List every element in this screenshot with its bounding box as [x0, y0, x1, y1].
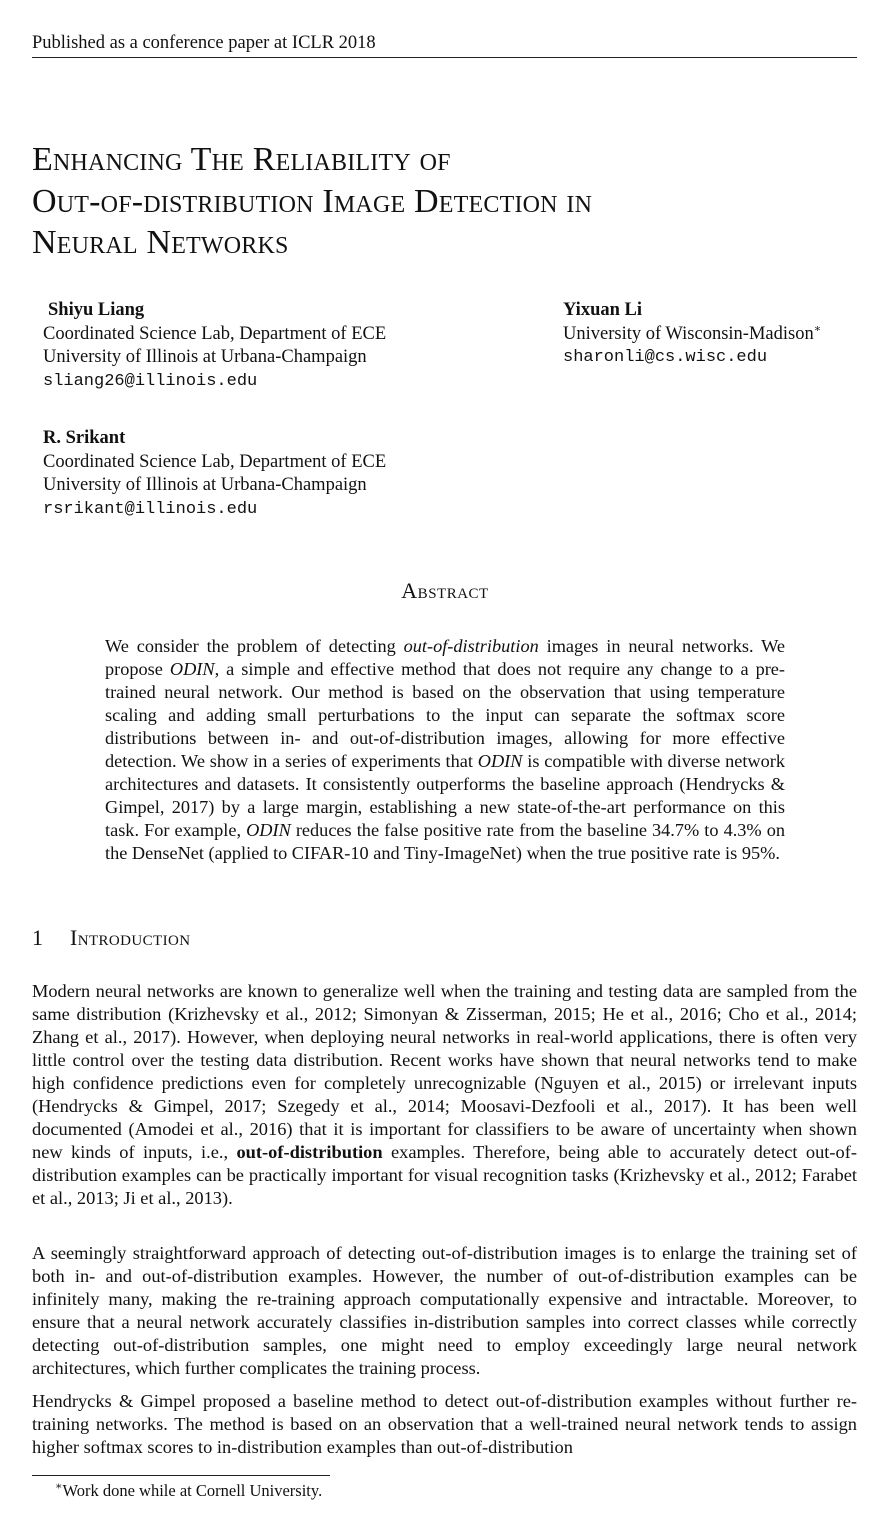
- author-name: R. Srikant: [43, 428, 126, 448]
- abstract-emphasis: ODIN: [246, 819, 291, 840]
- footnote-mark: ∗: [55, 1480, 63, 1493]
- author-affiliation: Coordinated Science Lab, Department of ECE: [43, 451, 387, 472]
- author-block-li: [563, 299, 821, 370]
- abstract-body: [105, 635, 785, 865]
- author-email[interactable]: sliang26@illinois.edu: [43, 371, 258, 391]
- author-name: Shiyu Liang: [48, 300, 145, 320]
- footnote: [55, 1480, 322, 1501]
- abstract-emphasis: ODIN: [169, 658, 215, 679]
- abstract-heading: Abstract: [401, 578, 489, 603]
- section-title: Introduction: [70, 925, 191, 950]
- header-rule: [32, 57, 857, 58]
- title-line-1: Enhancing The Reliability of: [32, 141, 451, 178]
- footnote-rule: [32, 1475, 330, 1476]
- author-name: Yixuan Li: [563, 300, 642, 320]
- author-affiliation: Coordinated Science Lab, Department of ECE: [43, 323, 387, 344]
- abstract-text: We consider the problem of detecting: [105, 636, 404, 656]
- intro-paragraph-1: [32, 980, 857, 1210]
- paper-title: [32, 139, 862, 264]
- intro-paragraph-3: Hendrycks & Gimpel proposed a baseline method to detect out-of-distribution examples without further re-training networks. The method is based on an observation that a well-trained neural network tends to assign higher softmax scores to in-distribution examples than out-of-distribution: [32, 1391, 857, 1457]
- abstract-text: reduces the false positive rate from the baseline 34.7% to 4.3% on the DenseNet (applied to CIFAR-10 and Tiny-ImageNet) when the true positive rate is 95%.: [105, 819, 785, 863]
- abstract-text: images in neural networks. We propose: [105, 636, 785, 679]
- paragraph-text: examples. Therefore, being able to accurately detect out-of-distribution examples can be practically important for visual recognition tasks (Krizhevsky et al., 2012; Farabet et al., 2013; Ji et al., 2013).: [32, 1141, 857, 1208]
- running-header: Published as a conference paper at ICLR 2018: [32, 33, 376, 53]
- title-line-3: Neural Networks: [32, 224, 289, 261]
- footnote-mark: ∗: [813, 322, 822, 335]
- paragraph-text: Modern neural networks are known to generalize well when the training and testing data are sampled from the same distribution (Krizhevsky et al., 2012; Simonyan & Zisserman, 2015; He et al., 2016; Cho et al., 2014; Zhang et al., 2017). However, when deploying neural networks in real-world applications, there is often very little control over the testing data distribution. Recent works have shown that neural networks tend to make high confidence predictions even for completely unrecognizable (Nguyen et al., 2015) or irrelevant inputs (Hendrycks & Gimpel, 2017; Szegedy et al., 2014; Moosavi-Dezfooli et al., 2017). It has been well documented (Amodei et al., 2016) that it is important for classifiers to be aware of uncertainty when shown new kinds of inputs, i.e.,: [32, 981, 857, 1162]
- title-line-2: Out-of-distribution Image Detection in: [32, 182, 593, 220]
- author-affiliation: University of Illinois at Urbana-Champaign: [43, 475, 367, 495]
- abstract-text: is compatible with diverse network architectures and datasets. It consistently outperforms the baseline approach (Hendrycks & Gimpel, 2017) by a large margin, establishing a new state-of-the-art performance on this task. For example,: [105, 750, 785, 840]
- author-block-liang: [43, 299, 387, 393]
- author-email[interactable]: rsrikant@illinois.edu: [43, 499, 258, 519]
- author-block-srikant: [43, 427, 386, 521]
- bold-term: out-of-distribution: [236, 1141, 383, 1162]
- section-heading: [32, 925, 190, 951]
- author-affiliation: [563, 323, 821, 347]
- footnote-text: Work done while at Cornell University.: [62, 1481, 323, 1500]
- abstract-emphasis: ODIN: [477, 750, 523, 771]
- abstract-text: , a simple and effective method that does not require any change to a pre-trained neural network. Our method is based on the observation that using temperature scaling and adding small perturbations to the input can separate the softmax score distributions between in- and out-of-distribution images, allowing for more effective detection. We show in a series of experiments that: [105, 658, 786, 771]
- intro-paragraph-2: A seemingly straightforward approach of detecting out-of-distribution images is to enlarge the training set of both in- and out-of-distribution examples. However, the number of out-of-distribution examples can be infinitely many, making the re-training approach computationally expensive and intractable. Moreover, to ensure that a neural network accurately classifies in-distribution samples into correct classes while correctly detecting out-of-distribution samples, one might need to employ exceedingly large neural network architectures, which further complicates the training process.: [32, 1243, 857, 1378]
- author-email[interactable]: sharonli@cs.wisc.edu: [563, 348, 768, 367]
- section-number: 1: [32, 925, 44, 950]
- abstract-emphasis: out-of-distribution: [403, 636, 539, 656]
- author-affiliation: University of Illinois at Urbana-Champaign: [43, 347, 367, 367]
- affiliation-text: University of Wisconsin-Madison: [563, 323, 814, 344]
